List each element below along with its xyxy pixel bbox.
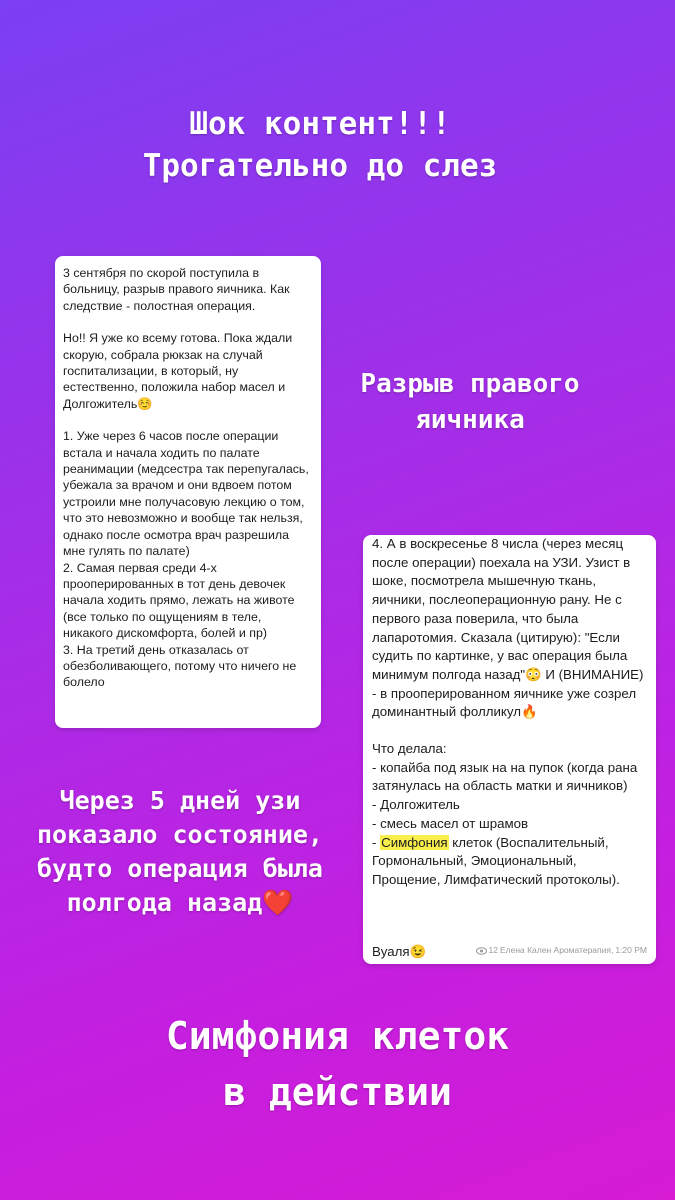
right-caption-line1: Разрыв правого	[360, 369, 580, 399]
card-right-item-3: - смесь масел от шрамов	[372, 815, 529, 831]
top-headline-line2: Трогательно до слез	[142, 148, 498, 184]
left-caption-line3: будто операция была	[37, 854, 323, 883]
card-left-paragraph-5: 3. На третий день отказалась от обезболивающего, потому что ничего не болело	[63, 642, 297, 690]
item-4-prefix: -	[372, 834, 381, 850]
card-left-paragraph-3: 1. Уже через 6 часов после операции встала и начала ходить по палате реанимации (медсестра так перепугалась, убежала за врачом и они вдвоем потом устроили мне получасовую лекцию о том, что это невозможно и вообще так нельзя, однако после осмотра врач разрешила мне гулять по палате)	[63, 429, 309, 559]
right-caption	[320, 366, 620, 438]
card-right-item-1: - копайба под язык на на пупок (когда рана затянулась на область матки и яичников)	[372, 759, 638, 794]
message-card-right	[363, 535, 656, 964]
bottom-headline	[0, 1008, 675, 1120]
views-count: 12	[488, 945, 498, 956]
right-caption-line2: яичника	[415, 405, 525, 435]
highlighted-word: Симфония	[381, 834, 448, 850]
card-right-paragraph-1: 4. А в воскресенье 8 числа (через месяц после операции) поехала на УЗИ. Узист в шоке, посмотрела мышечную ткань, яичники, послеоперационную рану. Не с первого раза поверила, что была лапаротомия. Сказала (цитирую): "Если судить по картинке, у вас операция была минимум полгода назад"😳 И (ВНИМАНИЕ) - в прооперированном яичнике уже созрел доминантный фолликул🔥	[372, 536, 644, 720]
left-caption-line1: Через 5 дней узи	[59, 786, 301, 815]
card-right-heading: Что делала:	[372, 741, 447, 757]
top-headline-line1: Шок контент!!!	[189, 106, 451, 142]
left-caption	[0, 784, 360, 920]
card-left-paragraph-2: Но!! Я уже ко всему готова. Пока ждали скорую, собрала рюкзак на случай госпитализации, в который, ну естественно, положила набор масел и Долгожитель☺️	[63, 331, 293, 411]
bottom-headline-line2: в действии	[223, 1070, 452, 1114]
left-caption-line2: показало состояние,	[37, 820, 323, 849]
message-card-left	[55, 256, 321, 728]
card-right-item-4	[372, 834, 647, 890]
card-right-signoff: Вуаля😉	[372, 944, 427, 960]
message-meta	[476, 941, 648, 960]
message-time: 1:20 PM	[615, 945, 647, 956]
card-right-item-2: - Долгожитель	[372, 797, 460, 813]
card-left-paragraph-1: 3 сентября по скорой поступила в больницу, разрыв правого яичника. Как следствие - полостная операция.	[63, 266, 290, 313]
top-headline	[0, 103, 640, 187]
bottom-headline-line1: Симфония клеток	[165, 1014, 510, 1058]
author-name: Елена Кален Ароматерапия,	[499, 945, 614, 956]
eye-icon	[476, 947, 487, 955]
item-4-rest: клеток (Воспалительный, Гормональный, Эмоциональный, Прощение, Лимфатический протоколы).	[372, 834, 620, 887]
card-left-paragraph-4: 2. Самая первая среди 4-х прооперированных в тот день девочек начала ходить прямо, лежать на животе (все только по ощущениям в теле, никакого дискомфорта, болей и пр)	[63, 560, 295, 641]
left-caption-line4: полгода назад❤️	[66, 888, 294, 917]
